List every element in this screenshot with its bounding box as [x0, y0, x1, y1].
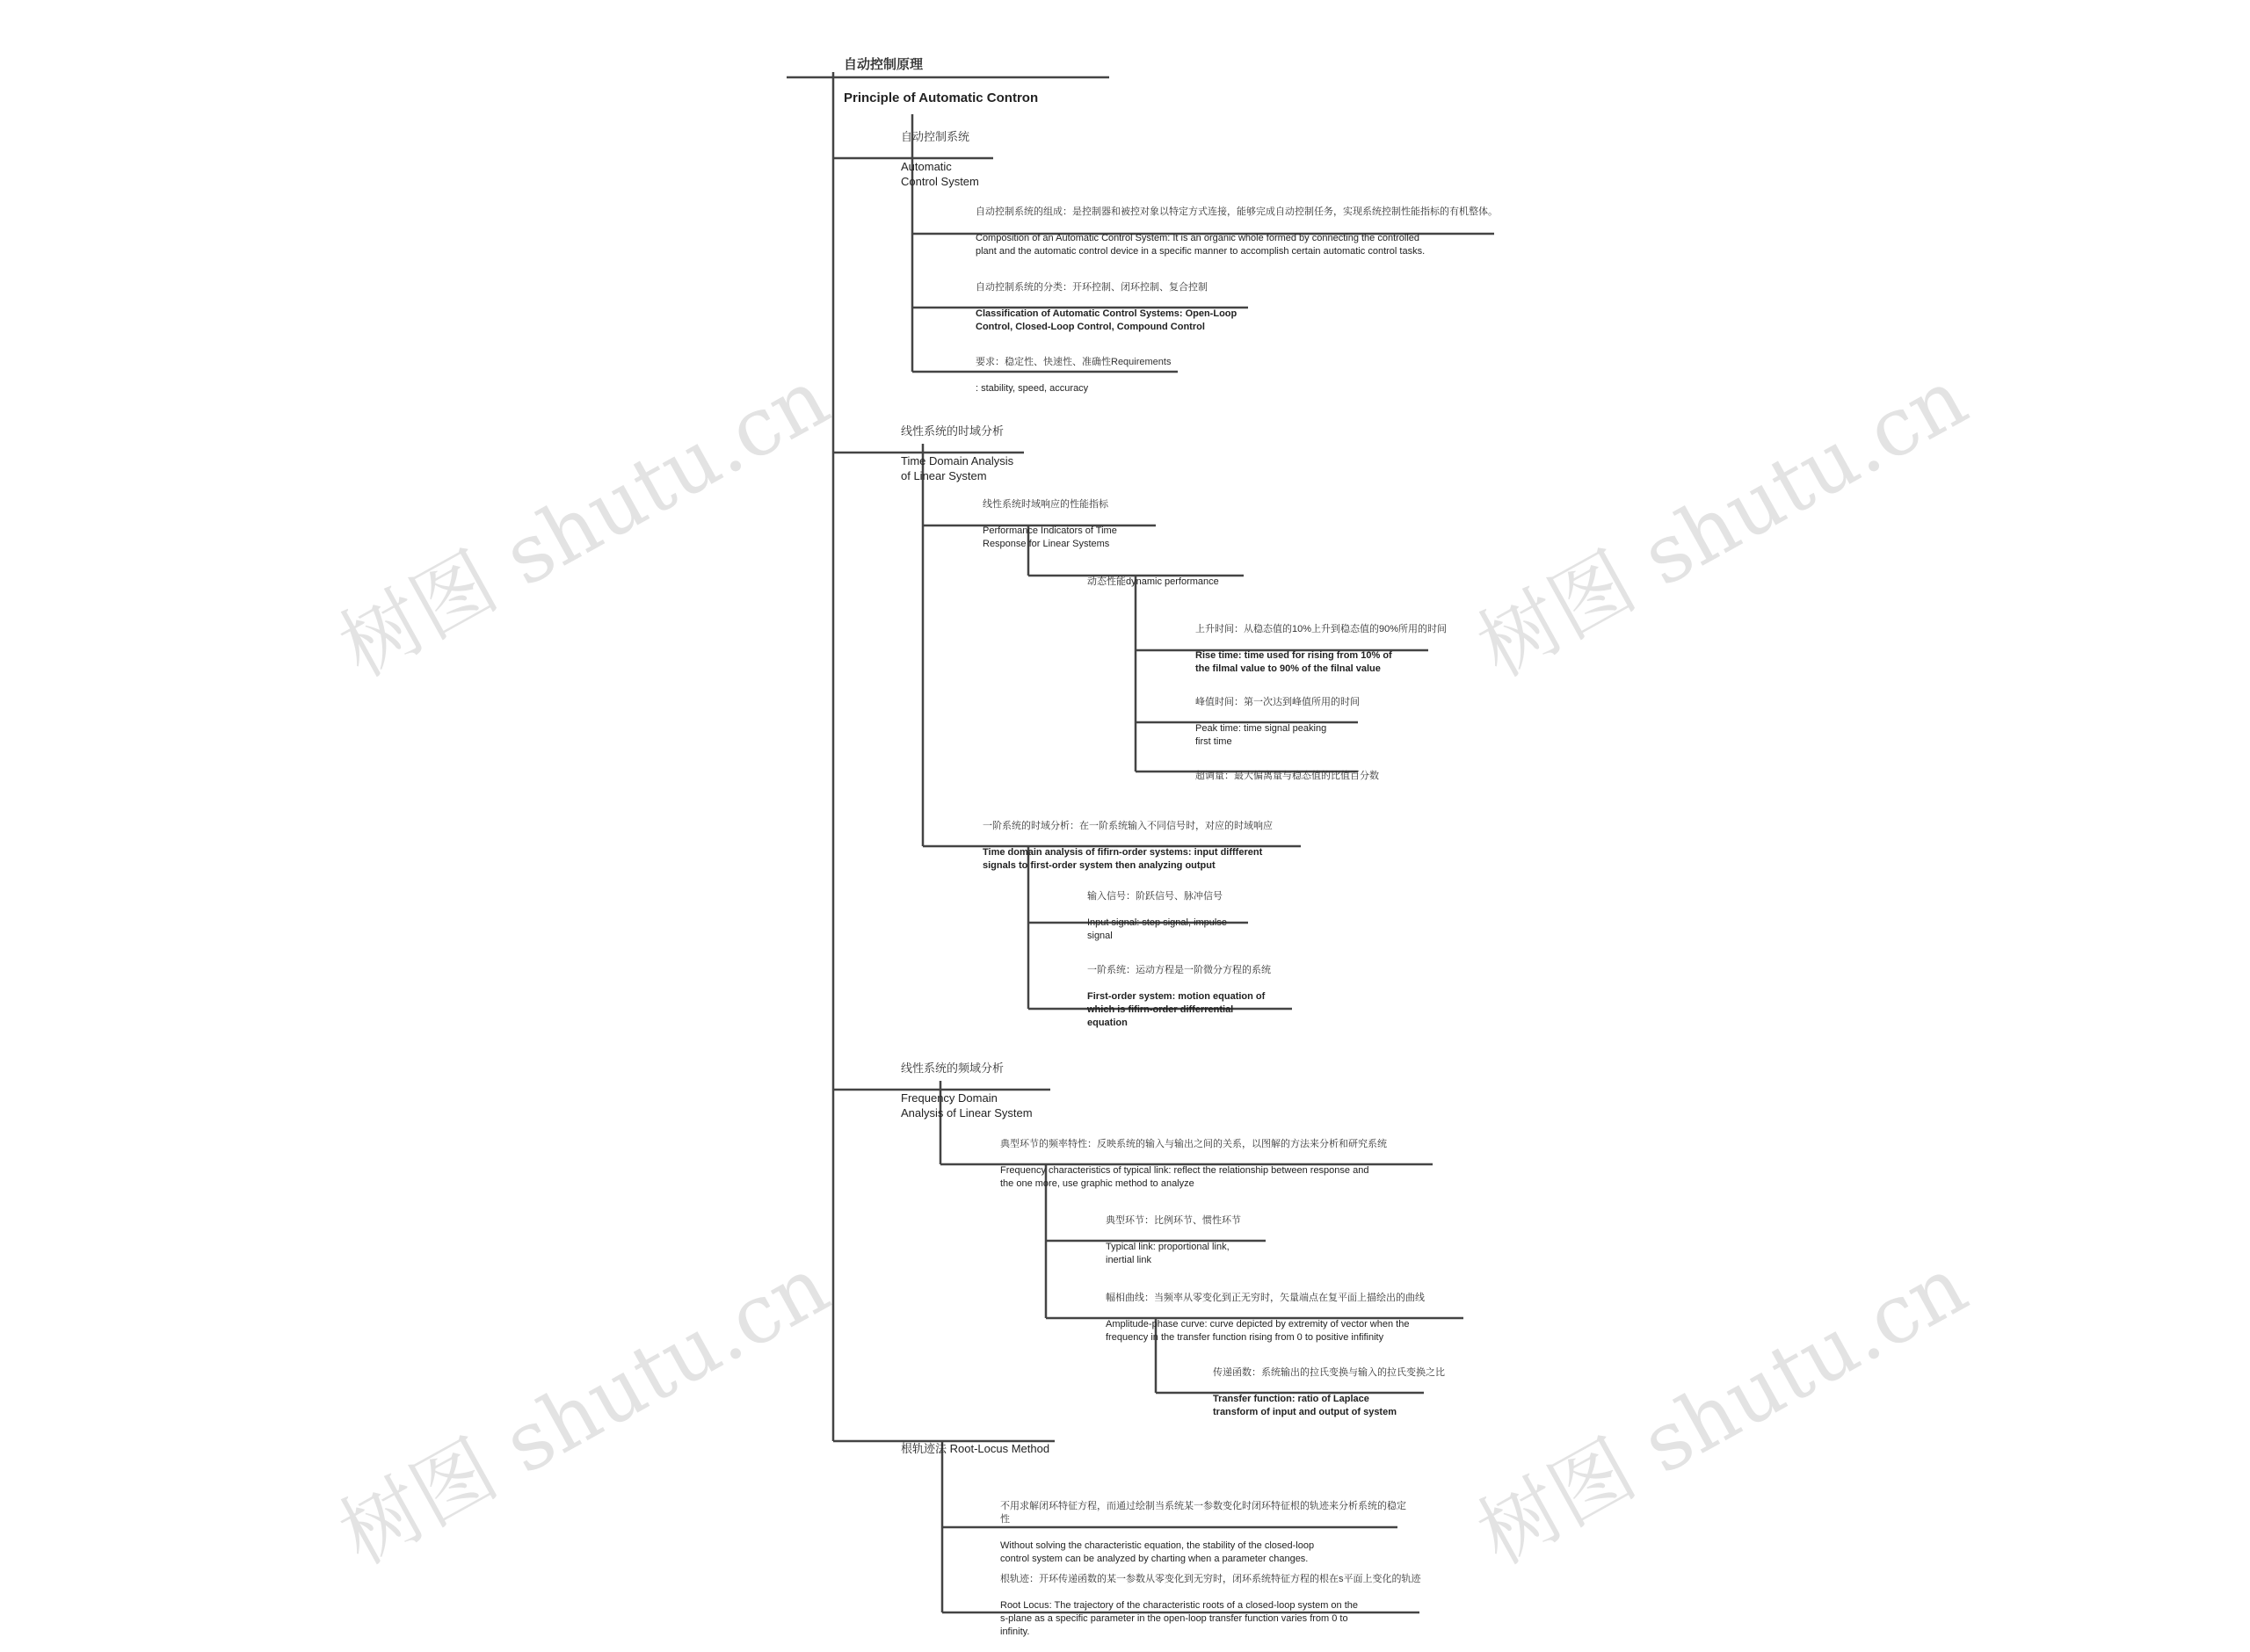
node-label-zh: 根轨迹：开环传递函数的某一参数从零变化到无穷时，闭环系统特征方程的根在s平面上变化的轨迹	[1000, 1574, 1421, 1584]
node-label-zh: 超调量：最大偏离量与稳态值的比值百分数	[1195, 771, 1379, 781]
node-label-en: : stability, speed, accuracy	[976, 383, 1089, 394]
node-label-zh: 输入信号：阶跃信号、脉冲信号	[1087, 891, 1223, 902]
branch-label-zh: 自动控制系统	[901, 130, 970, 143]
node-requirements[interactable]	[976, 343, 1171, 409]
node-peak-time[interactable]	[1195, 683, 1360, 762]
branch-label-zh: 线性系统的时域分析	[901, 424, 1005, 438]
node-label-en: Transfer function: ratio of Laplace transform of input and output of system	[1213, 1394, 1397, 1417]
node-label-en: Typical link: proportional link, inertial link	[1106, 1242, 1230, 1265]
node-label-zh: 峰值时间：第一次达到峰值所用的时间	[1195, 697, 1360, 707]
branch-label-en: Automatic Control System	[901, 160, 979, 188]
node-label-en: First-order system: motion equation of which is fifirn-order differrential equation	[1087, 991, 1266, 1028]
node-rise-time[interactable]	[1195, 610, 1447, 689]
node-input-signal[interactable]	[1087, 877, 1227, 956]
watermark: 树图 shutu.cn	[324, 1238, 844, 1583]
node-composition[interactable]	[976, 192, 1503, 272]
node-dynamic-performance[interactable]	[1087, 562, 1219, 589]
watermark: 树图 shutu.cn	[1462, 1238, 1982, 1583]
node-label-en: Classification of Automatic Control Systems: Open-Loop Control, Closed-Loop Control, Compound Control	[976, 308, 1238, 332]
node-label-en: Performance Indicators of Time Response for Linear Systems	[983, 525, 1117, 549]
node-transfer-function[interactable]	[1213, 1353, 1445, 1432]
node-label-en: Time domain analysis of fifirn-order systems: input diffferent signals to first-order system then analyzing output	[983, 847, 1263, 871]
node-label-zh: 传递函数：系统输出的拉氏变换与输入的拉氏变换之比	[1213, 1367, 1445, 1378]
node-first-order-system[interactable]	[1087, 951, 1271, 1043]
node-label-zh: 自动控制系统的组成：是控制器和被控对象以特定方式连接，能够完成自动控制任务，实现系统控制性能指标的有机整体。	[976, 206, 1498, 217]
node-label-en: Input signal: step signal, impulse signal	[1087, 917, 1227, 941]
root-node[interactable]	[844, 40, 1038, 123]
node-label-zh: 要求：稳定性、快速性、准确性Requirements	[976, 357, 1172, 367]
node-label-zh: 典型环节：比例环节、惯性环节	[1106, 1215, 1241, 1226]
node-amplitude-phase-curve[interactable]	[1106, 1279, 1563, 1358]
node-label-zh: 一阶系统的时域分析：在一阶系统输入不同信号时，对应的时域响应	[983, 821, 1273, 831]
node-typical-link[interactable]	[1106, 1201, 1241, 1280]
node-label-zh: 幅相曲线：当频率从零变化到正无穷时，矢量端点在复平面上描绘出的曲线	[1106, 1293, 1425, 1303]
node-classification[interactable]	[976, 268, 1237, 347]
branch-label-en: Time Domain Analysis of Linear System	[901, 454, 1014, 482]
node-performance-indicators[interactable]	[983, 485, 1117, 564]
branch-automatic-control-system[interactable]	[901, 114, 979, 204]
node-label-zh: 不用求解闭环特征方程，而通过绘制当系统某一参数变化时闭环特征根的轨迹来分析系统的稳定性	[1000, 1501, 1406, 1525]
watermark: 树图 shutu.cn	[1462, 351, 1982, 696]
node-label-zh: 上升时间：从稳态值的10%上升到稳态值的90%所用的时间	[1195, 624, 1448, 634]
branch-frequency-domain-analysis[interactable]	[901, 1046, 1033, 1135]
node-label-zh: 自动控制系统的分类：开环控制、闭环控制、复合控制	[976, 282, 1208, 293]
node-root-locus-definition[interactable]	[1000, 1560, 1422, 1652]
node-label-en: Amplitude-phase curve: curve depicted by extremity of vector when the frequency in the transfer function rising from 0 to positive infifinity	[1106, 1319, 1410, 1343]
node-label-en: Rise time: time used for rising from 10% of the filmal value to 90% of the filnal value	[1195, 650, 1392, 674]
node-label-en: Peak time: time signal peaking first time	[1195, 723, 1327, 747]
node-label-en: Composition of an Automatic Control System: It is an organic whole formed by connecting the controlled plant and the automatic control device in a specific manner to accomplish certain automatic control tasks.	[976, 233, 1426, 257]
branch-root-locus-method[interactable]	[901, 1426, 1049, 1456]
root-title-zh: 自动控制原理	[844, 57, 924, 72]
node-overshoot[interactable]	[1195, 757, 1379, 796]
node-label-en: Root Locus: The trajectory of the characteristic roots of a closed-loop system on the s-plane as a specific parameter in the open-loop transfer function varies from 0 to infinity.	[1000, 1600, 1358, 1637]
branch-label-zh: 线性系统的频域分析	[901, 1061, 1005, 1075]
node-label-zh: 线性系统时域响应的性能指标	[983, 499, 1108, 510]
node-label-en: dynamic performance	[1126, 576, 1219, 587]
root-title-en: Principle of Automatic Contron	[844, 91, 1039, 105]
branch-label-en: Frequency Domain Analysis of Linear System	[901, 1091, 1033, 1119]
node-label-zh: 一阶系统：运动方程是一阶微分方程的系统	[1087, 965, 1271, 975]
node-frequency-characteristics[interactable]	[1000, 1125, 1457, 1204]
branch-label-zh: 根轨迹法	[901, 1442, 947, 1455]
node-label-zh: 动态性能	[1087, 576, 1126, 587]
node-label-en: Without solving the characteristic equation, the stability of the closed-loop control system can be analyzed by charting when a parameter changes.	[1000, 1540, 1315, 1564]
watermark: 树图 shutu.cn	[324, 351, 844, 696]
branch-label-en: Root-Locus Method	[949, 1442, 1050, 1455]
node-first-order-analysis[interactable]	[983, 807, 1273, 886]
node-label-zh: 典型环节的频率特性：反映系统的输入与输出之间的关系，以图解的方法来分析和研究系统	[1000, 1139, 1387, 1149]
node-label-en: Frequency characteristics of typical link: reflect the relationship between response and the one more, use graphic method to analyze	[1000, 1165, 1369, 1189]
